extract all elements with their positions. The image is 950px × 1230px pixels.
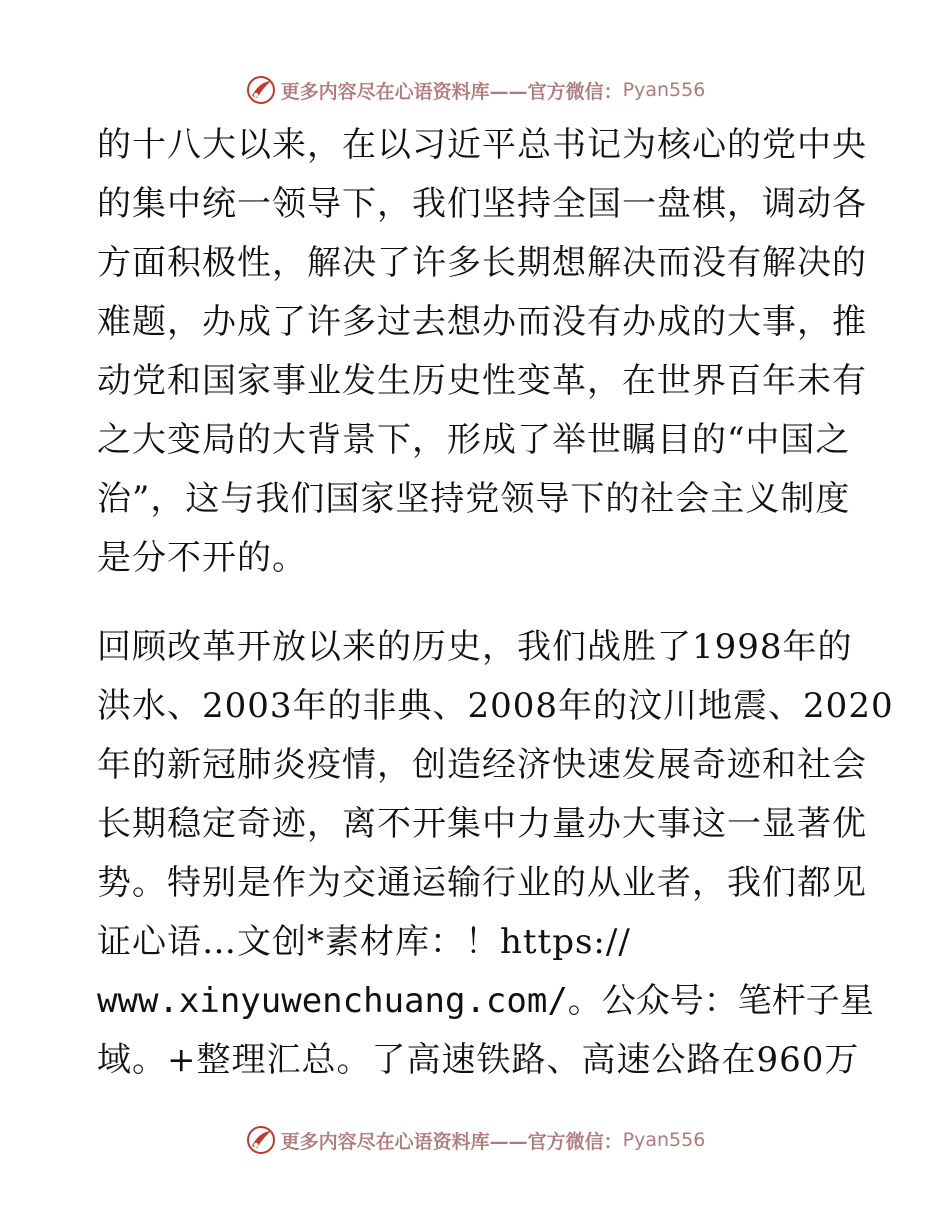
paragraph-line: 难题，办成了许多过去想办而没有办成的大事，推 [97, 302, 867, 342]
paragraph-line: 是分不开的。 [97, 538, 307, 578]
header-wechat-id: Pyan556 [622, 79, 706, 101]
paragraph-line: 之大变局的大背景下，形成了举世瞩目的“中国之 [97, 420, 851, 460]
url-line: www.xinyuwenchuang.com/。公众号：笔杆子星 [97, 981, 874, 1021]
footer-banner-text: 更多内容尽在心语资料库——官方微信： [280, 1130, 623, 1153]
header-banner [0, 70, 950, 110]
paragraph-line: 方面积极性，解决了许多长期想解决而没有解决的 [97, 243, 867, 283]
pen-logo-icon [245, 74, 277, 106]
paragraph-line: 动党和国家事业发生历史性变革，在世界百年未有 [97, 361, 867, 401]
paragraph-line: 洪水、2003年的非典、2008年的汶川地震、2020 [97, 686, 894, 726]
footer-banner [0, 1120, 950, 1160]
header-banner-text: 更多内容尽在心语资料库——官方微信： [280, 80, 623, 103]
paragraph-line: 治”，这与我们国家坚持党领导下的社会主义制度 [97, 479, 851, 519]
paragraph-line: 证心语…文创*素材库：！https:// [97, 922, 631, 962]
paragraph-line: 的集中统一领导下，我们坚持全国一盘棋，调动各 [97, 184, 867, 224]
paragraph-line: 长期稳定奇迹，离不开集中力量办大事这一显著优 [97, 804, 867, 844]
paragraph-line: 势。特别是作为交通运输行业的从业者，我们都见 [97, 863, 867, 903]
paragraph-gap [97, 588, 857, 618]
footer-wechat-id: Pyan556 [622, 1129, 706, 1151]
paragraph-line: 年的新冠肺炎疫情，创造经济快速发展奇迹和社会 [97, 745, 867, 785]
document-body [97, 116, 894, 1090]
paragraph-line: 域。+整理汇总。了高速铁路、高速公路在960万 [97, 1040, 860, 1080]
paragraph-line: 回顾改革开放以来的历史，我们战胜了1998年的 [97, 627, 853, 667]
paragraph-line: 的十八大以来，在以习近平总书记为核心的党中央 [97, 125, 867, 165]
pen-logo-icon [245, 1124, 277, 1156]
